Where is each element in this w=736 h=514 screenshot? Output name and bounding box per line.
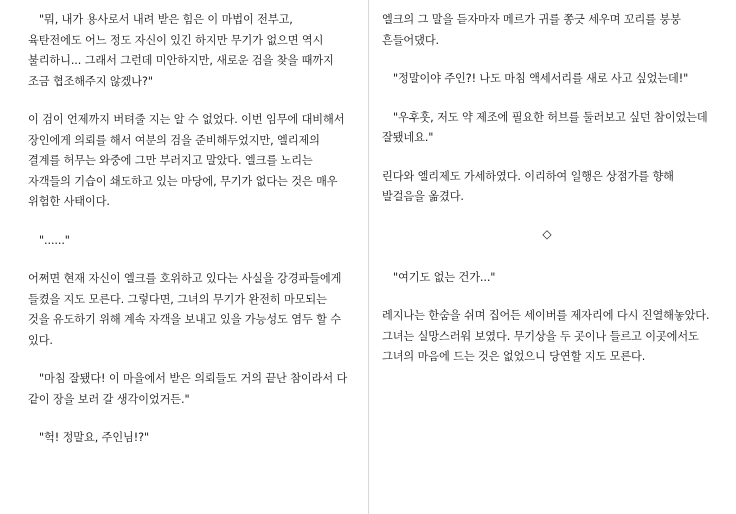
- paragraph: "정말이야 주인?! 나도 마침 액세서리를 새로 사고 싶었는데!": [393, 72, 689, 85]
- right-text-column: [368, 0, 736, 514]
- paragraph: "우후훗, 저도 약 제조에 필요한 허브를 둘러보고 싶던 참이었는데 잘됐네요.": [382, 110, 708, 144]
- scene-break-symbol: ◇: [542, 226, 552, 241]
- column-divider: [368, 0, 369, 514]
- paragraph: 이 검이 언제까지 버텨줄 지는 알 수 없었다. 이번 임무에 대비해서 장인에게 의뢰를 해서 여분의 검을 준비해두었지만, 엘리제의 결계를 허무는 와중에 그만 부러지고 말았다. 엘크를 노리는 자객들의 기습이 쇄도하고 있는 마당에, 무기가 없다는 것은 매우 위험한 사태이다.: [28, 113, 345, 208]
- paragraph: "마침 잘됐다! 이 마을에서 받은 의뢰들도 거의 끝난 참이라서 다 같이 장을 보러 갈 생각이었거든.": [28, 372, 348, 406]
- paragraph: "헉! 정말요, 주인님!?": [39, 431, 150, 444]
- paragraph: 어쩌면 현재 자신이 엘크를 호위하고 있다는 사실을 강경파들에게 들켰을 지도 모른다. 그렇다면, 그녀의 무기가 완전히 마모되는 것을 유도하기 위해 계속 자객을 보내고 있을 가능성도 염두 할 수 있다.: [28, 272, 342, 347]
- paragraph: "뭐, 내가 용사로서 내려 받은 힘은 이 마법이 전부고, 육탄전에도 어느 정도 자신이 있긴 하지만 무기가 없으면 역시 불리하니... 그래서 그런데 미안하지만, 새로운 검을 찾을 때까지 조금 협조해주지 않겠나?": [28, 13, 334, 88]
- paragraph: 린다와 엘리제도 가세하였다. 이리하여 일행은 상점가를 향해 발걸음을 옮겼다.: [382, 169, 674, 203]
- paragraph: 엘크의 그 말을 듣자마자 메르가 귀를 쫑긋 세우며 꼬리를 붕붕 흔들어댔다.: [382, 13, 681, 47]
- paragraph: 레지나는 한숨을 쉬며 집어든 세이버를 제자리에 다시 진열해놓았다. 그녀는 실망스러워 보였다. 무기상을 두 곳이나 들르고 이곳에서도 그녀의 마음에 드는 것은 없었으니 당연할 지도 모른다.: [382, 309, 710, 363]
- paragraph: "......": [39, 233, 70, 247]
- paragraph: "여기도 없는 건가...": [393, 270, 496, 284]
